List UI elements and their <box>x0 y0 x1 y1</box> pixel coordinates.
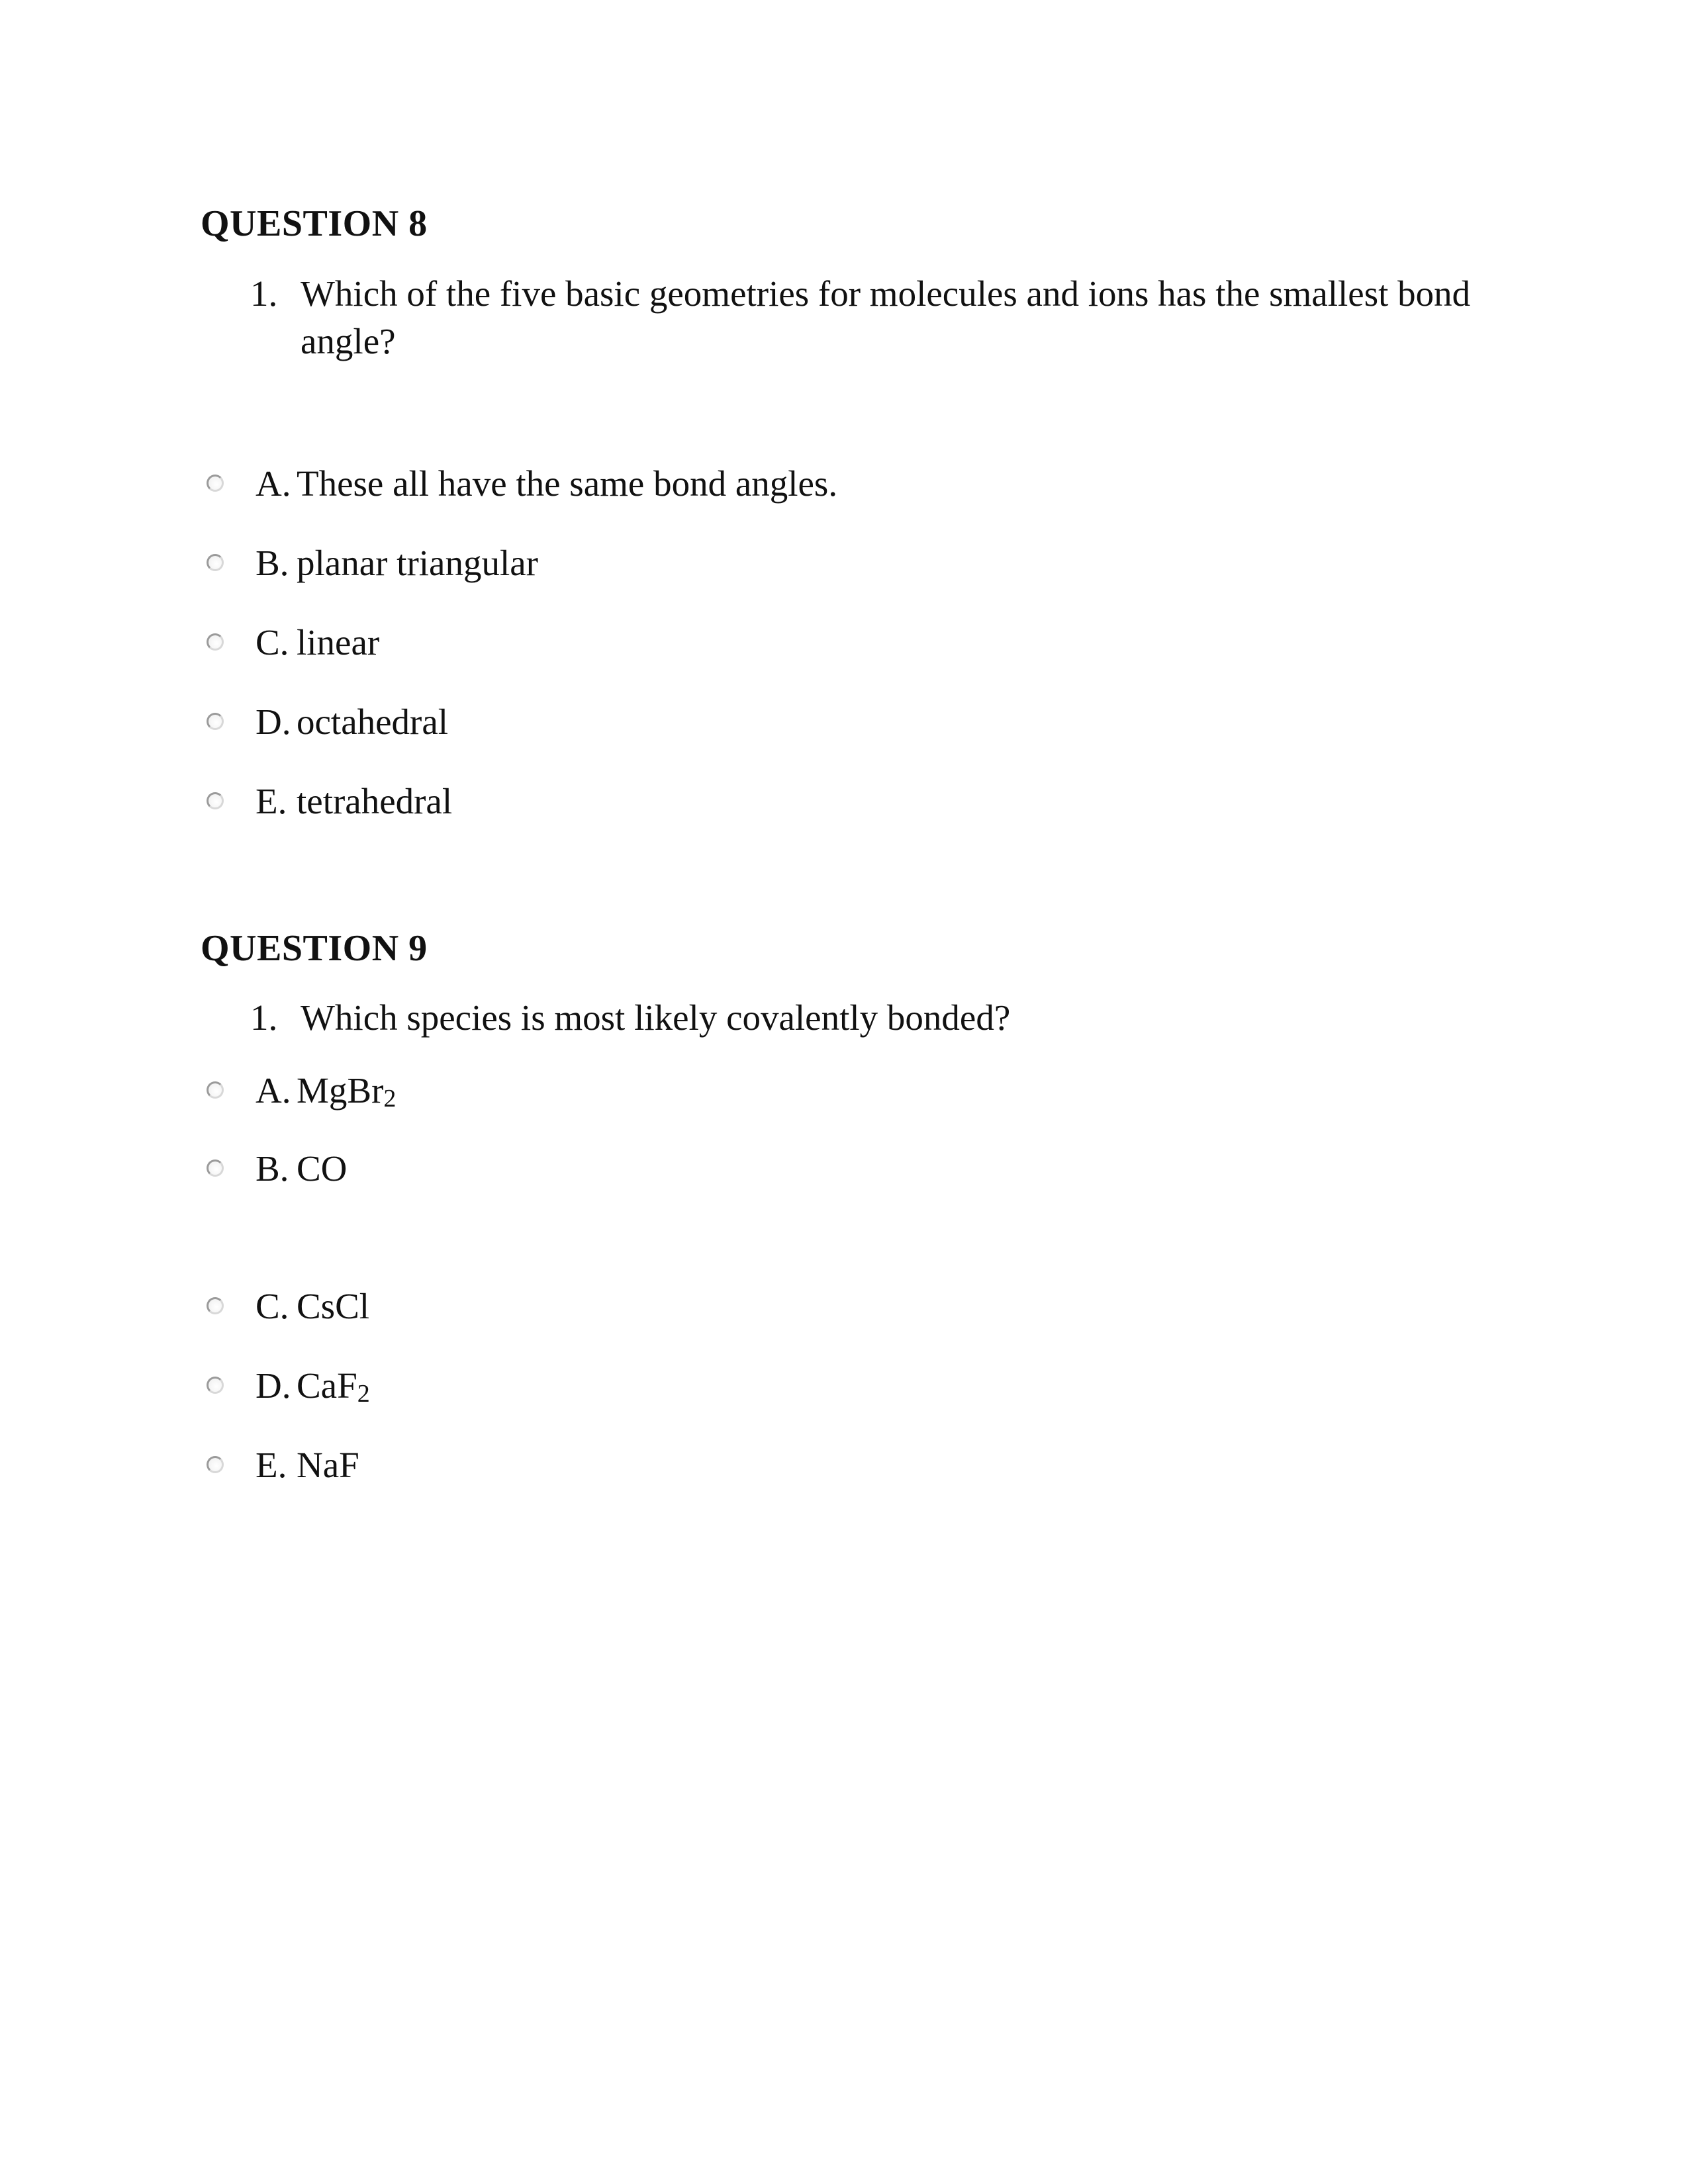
option-text <box>297 1069 397 1113</box>
question-8-stem <box>250 270 1508 365</box>
option-text: tetrahedral <box>297 780 453 821</box>
q8-option-b[interactable] <box>207 539 538 586</box>
option-letter: D. <box>256 1365 291 1406</box>
q9-option-c[interactable] <box>207 1283 369 1329</box>
option-text: NaF <box>297 1444 359 1485</box>
option-letter: A. <box>256 1069 291 1111</box>
radio-button[interactable] <box>207 713 224 730</box>
q8-option-e[interactable] <box>207 778 452 824</box>
option-letter: B. <box>256 542 289 583</box>
q9-option-d[interactable] <box>207 1362 370 1408</box>
formula-main: MgBr <box>297 1069 384 1111</box>
question-9-item-number: 1. <box>250 997 278 1038</box>
question-8-stem-text: Which of the five basic geometries for molecules and ions has the smallest bond angle? <box>301 273 1471 361</box>
question-8-heading: QUESTION 8 <box>201 203 428 244</box>
question-9-stem-text: Which species is most likely covalently bonded? <box>301 997 1011 1038</box>
option-letter: C. <box>256 621 289 662</box>
q9-option-e[interactable] <box>207 1441 359 1488</box>
option-text: These all have the same bond angles. <box>297 463 838 504</box>
question-9-heading: QUESTION 9 <box>201 928 428 969</box>
question-9-stem <box>250 994 1508 1042</box>
q9-option-a[interactable] <box>207 1067 396 1113</box>
radio-button[interactable] <box>207 554 224 571</box>
radio-button[interactable] <box>207 792 224 809</box>
radio-button[interactable] <box>207 633 224 651</box>
formula-subscript: 2 <box>357 1379 370 1408</box>
q9-option-b[interactable] <box>207 1145 347 1191</box>
option-letter: E. <box>256 1444 287 1485</box>
radio-button[interactable] <box>207 1081 224 1099</box>
option-letter: C. <box>256 1285 289 1326</box>
formula-main: CaF <box>297 1365 357 1406</box>
option-letter: D. <box>256 701 291 742</box>
radio-button[interactable] <box>207 1456 224 1473</box>
q8-option-d[interactable] <box>207 698 448 745</box>
option-letter: A. <box>256 463 291 504</box>
option-text: linear <box>297 621 380 662</box>
q8-option-c[interactable] <box>207 619 379 665</box>
option-text: octahedral <box>297 701 449 742</box>
option-text: CsCl <box>297 1285 370 1326</box>
option-text: planar triangular <box>297 542 538 583</box>
option-letter: E. <box>256 780 287 821</box>
formula-subscript: 2 <box>383 1084 397 1113</box>
radio-button[interactable] <box>207 1297 224 1314</box>
option-text <box>297 1365 370 1408</box>
radio-button[interactable] <box>207 1160 224 1177</box>
q8-option-a[interactable] <box>207 460 837 506</box>
question-8-item-number: 1. <box>250 273 278 314</box>
option-text: CO <box>297 1148 348 1189</box>
radio-button[interactable] <box>207 475 224 492</box>
radio-button[interactable] <box>207 1377 224 1394</box>
option-letter: B. <box>256 1148 289 1189</box>
